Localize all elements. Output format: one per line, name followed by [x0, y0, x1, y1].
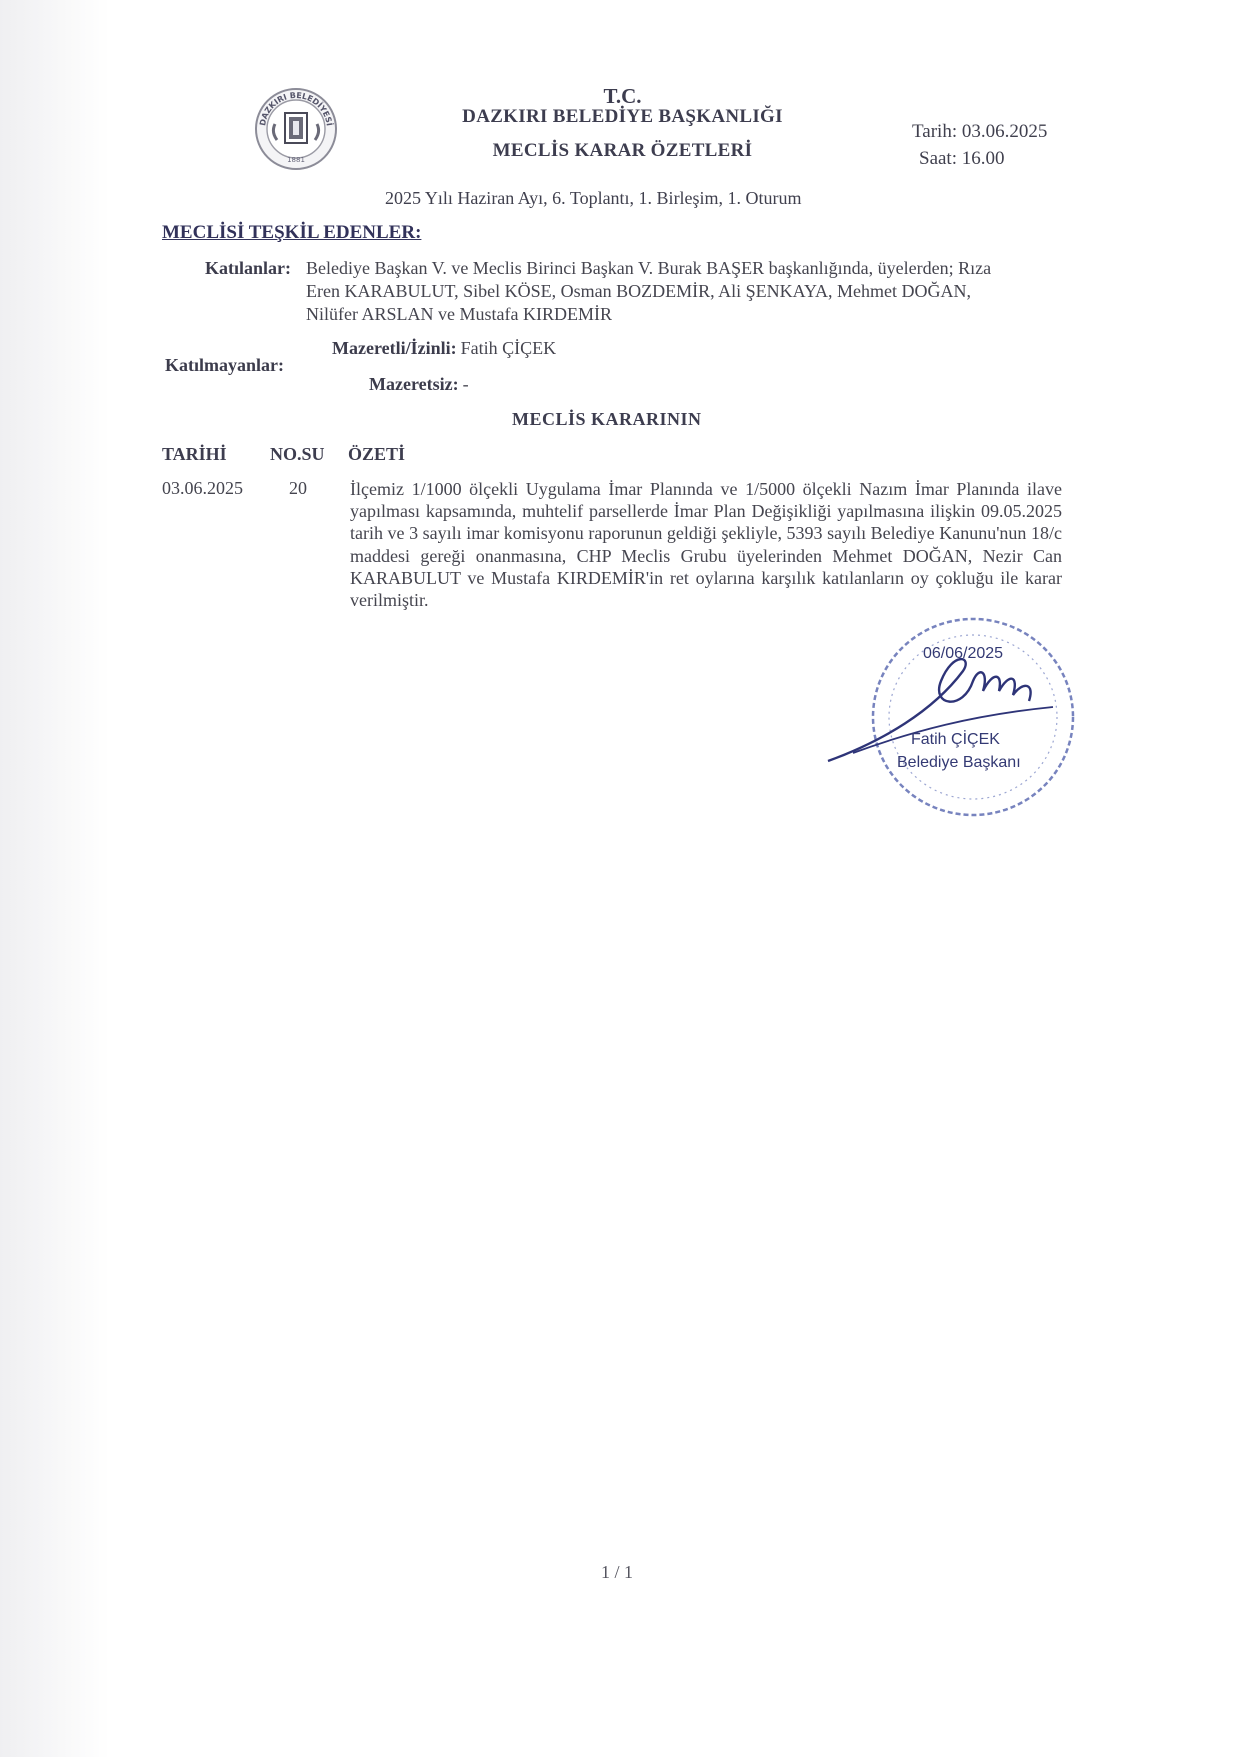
attendees-line: Nilüfer ARSLAN ve Mustafa KIRDEMİR	[306, 304, 612, 324]
session-info: 2025 Yılı Haziran Ayı, 6. Toplantı, 1. Birleşim, 1. Oturum	[385, 188, 802, 208]
time-field	[919, 148, 1005, 170]
date-label: Tarih:	[912, 121, 958, 142]
unexcused-field	[369, 374, 469, 395]
signer-name: Fatih ÇİÇEK	[911, 731, 1000, 748]
column-header-summary: ÖZETİ	[348, 444, 406, 464]
decision-number: 20	[289, 478, 307, 498]
decisions-heading: MECLİS KARARININ	[512, 409, 702, 429]
council-heading: MECLİSİ TEŞKİL EDENLER:	[162, 222, 422, 243]
unexcused-label: Mazeretsiz:	[369, 374, 459, 394]
column-header-number: NO.SU	[270, 444, 325, 464]
signer-title: Belediye Başkanı	[897, 754, 1021, 771]
scan-edge-shadow	[0, 0, 110, 1757]
excused-field	[332, 338, 556, 359]
decision-summary: İlçemiz 1/1000 ölçekli Uygulama İmar Planında ve 1/5000 ölçekli Nazım İmar Planında ilave yapılması kapsamında, muhtelif parsellerde İmar Plan Değişikliği yapılmasına ilişkin 09.05.2025 tarih ve 3 sayılı imar komisyonu raporunun geldiği şekliyle, 5393 sayılı Belediye Kanunu'nun 18/c maddesi gereği onanmasına, CHP Meclis Grubu üyelerinden Mehmet DOĞAN, Nezir Can KARABULUT ve Mustafa KIRDEMİR'in ret oylarına karşılık katılanların oy çokluğu ile karar verilmiştir.	[350, 479, 1062, 611]
time-label: Saat:	[919, 148, 957, 169]
column-header-date: TARİHİ	[162, 444, 227, 464]
excused-value: Fatih ÇİÇEK	[460, 338, 557, 358]
excused-label: Mazeretli/İzinli:	[332, 338, 457, 358]
logo-year: 1881	[287, 156, 305, 164]
decision-date: 03.06.2025	[162, 478, 243, 498]
document-title: MECLİS KARAR ÖZETLERİ	[492, 140, 753, 161]
attendees-line: Belediye Başkan V. ve Meclis Birinci Başkan V. Burak BAŞER başkanlığında, üyelerden; Rıza	[306, 258, 992, 278]
attendees-line: Eren KARABULUT, Sibel KÖSE, Osman BOZDEMİR, Ali ŞENKAYA, Mehmet DOĞAN,	[306, 281, 971, 301]
header-office: DAZKIRI BELEDİYE BAŞKANLIĞI	[462, 106, 783, 127]
time-value: 16.00	[961, 148, 1005, 169]
official-stamp	[823, 611, 1081, 833]
attendees-label: Katılanlar:	[205, 258, 291, 278]
municipality-seal-icon	[253, 86, 339, 172]
absent-label: Katılmayanlar:	[165, 355, 284, 375]
date-value: 03.06.2025	[961, 121, 1048, 142]
header-country: T.C.	[603, 84, 642, 108]
date-field	[912, 121, 1047, 143]
page-number: 1 / 1	[601, 1562, 634, 1582]
logo-ring-text: DAZKIRI BELEDİYESİ	[258, 90, 334, 127]
unexcused-value: -	[462, 374, 469, 394]
stamp-date: 06/06/2025	[923, 645, 1004, 662]
